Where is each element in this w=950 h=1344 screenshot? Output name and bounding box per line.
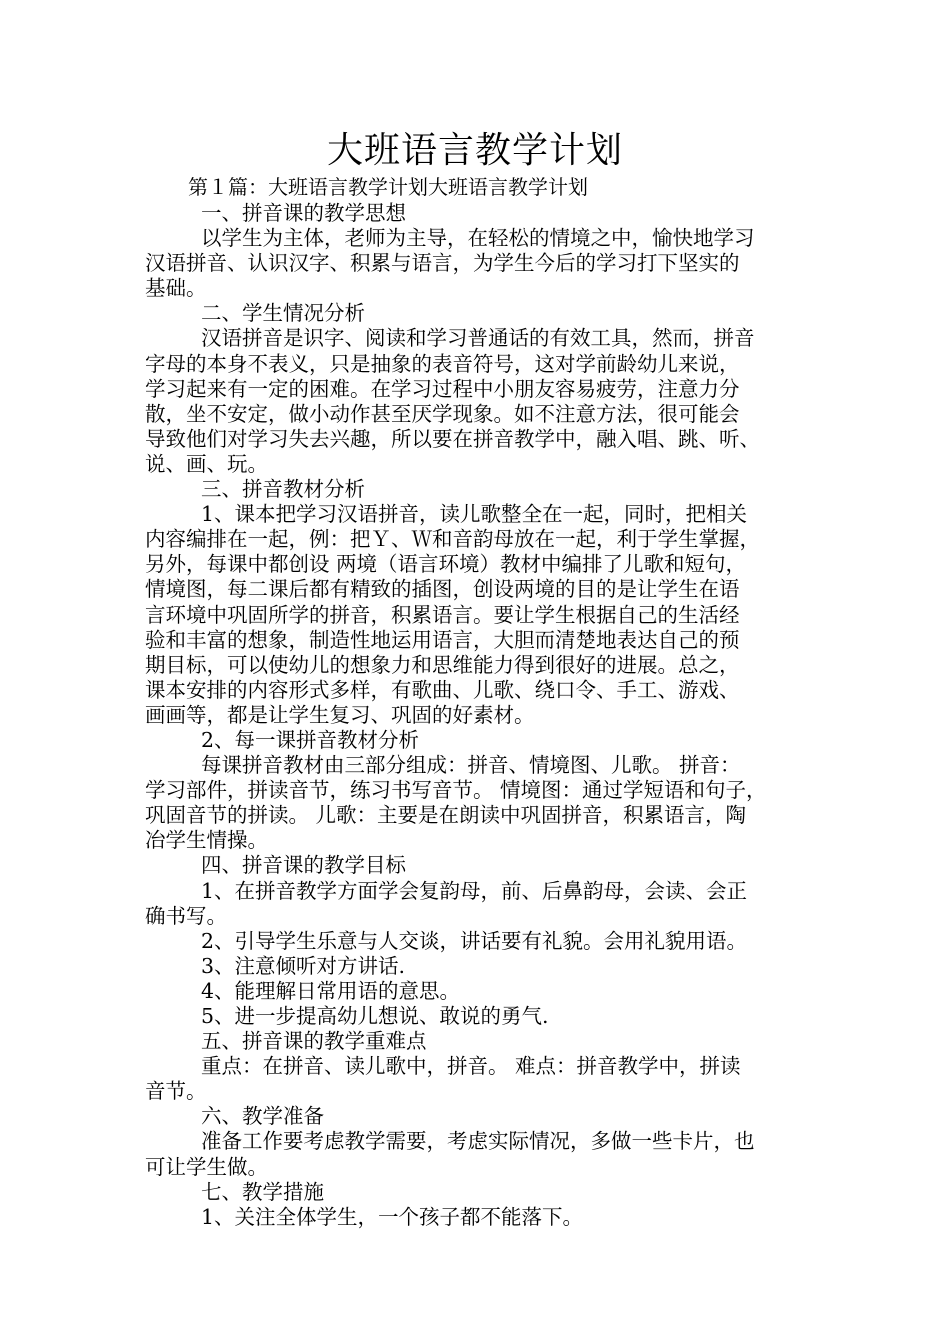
- body-line: 准备工作要考虑教学需要，考虑实际情况，多做一些卡片，也: [201, 1129, 755, 1154]
- body-line: 五、拼音课的教学重难点: [201, 1029, 427, 1054]
- body-line: 字母的本身不表义，只是抽象的表音符号，这对学前龄幼儿来说，: [145, 351, 740, 376]
- body-line: 1、课本把学习汉语拼音，读儿歌整全在一起，同时，把相关: [201, 502, 748, 527]
- body-line: 验和丰富的想象，制造性地运用语言，大胆而清楚地表达自己的预: [145, 627, 740, 652]
- body-line: 导致他们对学习失去兴趣，所以要在拼音教学中，融入唱、跳、听、: [145, 426, 760, 451]
- body-line: 冶学生情操。: [145, 828, 268, 853]
- body-line: 四、拼音课的教学目标: [201, 853, 406, 878]
- body-line: 期目标，可以使幼儿的想象力和思维能力得到很好的进展。总之，: [145, 652, 740, 677]
- body-line: 音节。: [145, 1079, 207, 1104]
- document-title: 大班语言教学计划: [326, 130, 623, 171]
- body-line: 说、画、玩。: [145, 451, 268, 476]
- body-line: 汉语拼音是识字、阅读和学习普通话的有效工具，然而，拼音: [201, 326, 755, 351]
- body-line: 散，坐不安定，做小动作甚至厌学现象。如不注意方法，很可能会: [145, 401, 740, 426]
- body-line: 5、进一步提高幼儿想说、敢说的勇气.: [201, 1004, 549, 1028]
- body-line: 画画等，都是让学生复习、巩固的好素材。: [145, 702, 535, 727]
- document-subtitle: 第１篇：大班语言教学计划大班语言教学计划: [188, 175, 588, 199]
- body-line: 基础。: [145, 276, 207, 301]
- body-line: 2、引导学生乐意与人交谈，讲话要有礼貌。会用礼貌用语。: [201, 928, 748, 953]
- body-line: 1、在拼音教学方面学会复韵母，前、后鼻韵母，会读、会正: [201, 878, 748, 903]
- body-line: 六、教学准备: [201, 1104, 324, 1129]
- body-line: 确书写。: [145, 903, 227, 928]
- body-line: 三、拼音教材分析: [201, 477, 365, 502]
- document-body: [145, 201, 810, 1230]
- body-line: 内容编排在一起，例：把Ｙ、Ｗ和音韵母放在一起，利于学生掌握，: [145, 527, 760, 552]
- body-line: 情境图，每二课后都有精致的插图，创设两境的目的是让学生在语: [145, 577, 740, 602]
- body-line: 言环境中巩固所学的拼音，积累语言。要让学生根据自己的生活经: [145, 602, 740, 627]
- body-line: 七、教学措施: [201, 1179, 324, 1204]
- body-line: 2、每一课拼音教材分析: [201, 727, 420, 752]
- body-line: 巩固音节的拼读。 儿歌：主要是在朗读中巩固拼音，积累语言，陶: [145, 803, 747, 828]
- body-line: 另外，每课中都创设 两境（语言环境）教材中编排了儿歌和短句，: [145, 552, 747, 577]
- body-line: 一、拼音课的教学思想: [201, 201, 406, 225]
- body-line: 重点：在拼音、读儿歌中，拼音。 难点：拼音教学中，拼读: [201, 1054, 741, 1079]
- body-line: 学习起来有一定的困难。在学习过程中小朋友容易疲劳，注意力分: [145, 376, 740, 401]
- body-line: 4、能理解日常用语的意思。: [201, 978, 461, 1003]
- body-line: 可让学生做。: [145, 1154, 268, 1179]
- body-line: 二、学生情况分析: [201, 301, 365, 326]
- body-line: 学习部件，拼读音节，练习书写音节。 情境图：通过学短语和句子，: [145, 778, 767, 803]
- body-line: 3、注意倾听对方讲话.: [201, 953, 406, 978]
- body-line: 课本安排的内容形式多样，有歌曲、儿歌、绕口令、手工、游戏、: [145, 677, 740, 702]
- body-line: 每课拼音教材由三部分组成：拼音、情境图、儿歌。 拼音：: [201, 753, 741, 778]
- body-line: 1、关注全体学生，一个孩子都不能落下。: [201, 1204, 584, 1229]
- body-line: 以学生为主体，老师为主导，在轻松的情境之中，愉快地学习: [201, 226, 755, 251]
- body-line: 汉语拼音、认识汉字、积累与语言，为学生今后的学习打下坚实的: [145, 251, 740, 276]
